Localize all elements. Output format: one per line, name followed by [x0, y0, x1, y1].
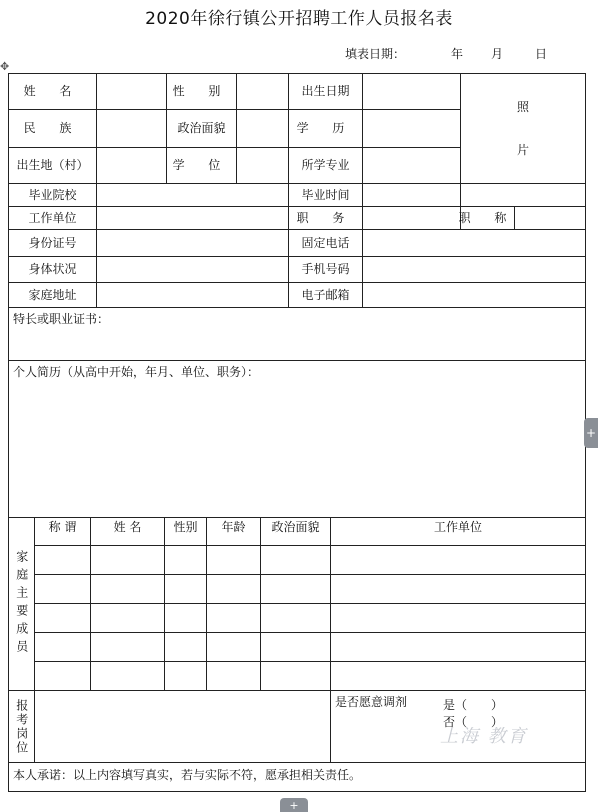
label-mobile: 手机号码 [289, 257, 363, 283]
label-political-status: 政治面貌 [167, 110, 237, 148]
label-degree: 学 位 [167, 148, 237, 184]
registration-form [8, 73, 586, 792]
input-title-rank[interactable] [515, 207, 586, 230]
pledge-text: 本人承诺：以上内容填写真实，若与实际不符，愿承担相关责任。 [9, 763, 586, 792]
family-cell-age[interactable] [207, 662, 261, 691]
input-birth-date[interactable] [363, 74, 461, 110]
input-birthplace[interactable] [97, 148, 167, 184]
family-cell-gender[interactable] [165, 633, 207, 662]
label-education: 学 历 [289, 110, 363, 148]
family-cell-employer[interactable] [331, 662, 586, 691]
family-cell-age[interactable] [207, 604, 261, 633]
input-position[interactable] [363, 207, 461, 230]
input-id-no[interactable] [97, 230, 289, 257]
label-title-rank: 职 称 [461, 207, 515, 230]
label-name: 姓 名 [9, 74, 97, 110]
fill-date-label: 填表日期： [345, 47, 406, 61]
label-birth-date: 出生日期 [289, 74, 363, 110]
family-cell-relation[interactable] [35, 662, 91, 691]
expand-bottom-icon[interactable]: + [280, 798, 308, 812]
family-cell-relation[interactable] [35, 604, 91, 633]
label-grad-time: 毕业时间 [289, 184, 363, 207]
input-email[interactable] [363, 283, 586, 308]
input-political-status[interactable] [237, 110, 289, 148]
photo-label-2: 片 [516, 142, 529, 157]
family-cell-age[interactable] [207, 633, 261, 662]
move-anchor-icon[interactable]: ✥ [0, 60, 10, 73]
label-ethnicity: 民 族 [9, 110, 97, 148]
input-landline[interactable] [363, 230, 586, 257]
adjust-question: 是否愿意调剂 [335, 695, 408, 709]
family-cell-gender[interactable] [165, 662, 207, 691]
family-cell-political[interactable] [261, 604, 331, 633]
watermark-logo: 上海 教育 [440, 726, 528, 747]
fill-date-year: 年 [451, 47, 464, 61]
family-cell-relation[interactable] [35, 546, 91, 575]
fill-date-month: 月 [491, 47, 504, 61]
family-cell-name[interactable] [91, 546, 165, 575]
family-cell-age[interactable] [207, 575, 261, 604]
label-id-no: 身份证号 [9, 230, 97, 257]
family-cell-name[interactable] [91, 575, 165, 604]
family-cell-political[interactable] [261, 633, 331, 662]
family-cell-political[interactable] [261, 546, 331, 575]
family-cell-employer[interactable] [331, 575, 586, 604]
family-header-gender: 性别 [165, 518, 207, 546]
family-cell-employer[interactable] [331, 633, 586, 662]
photo-label-1: 照 [516, 100, 529, 115]
input-grad-time[interactable] [363, 184, 461, 207]
family-cell-age[interactable] [207, 546, 261, 575]
family-cell-gender[interactable] [165, 575, 207, 604]
resume-section[interactable]: 个人简历（从高中开始，年月、单位、职务）： [9, 361, 586, 518]
input-mobile[interactable] [363, 257, 586, 283]
input-grad-time-extra[interactable] [461, 184, 586, 207]
family-cell-name[interactable] [91, 662, 165, 691]
label-gender: 性 别 [167, 74, 237, 110]
adjust-no-option[interactable]: 否（ ） [443, 715, 504, 729]
family-cell-relation[interactable] [35, 575, 91, 604]
input-name[interactable] [97, 74, 167, 110]
family-header-employer: 工作单位 [331, 518, 586, 546]
label-health: 身体状况 [9, 257, 97, 283]
input-address[interactable] [97, 283, 289, 308]
fill-date-day: 日 [535, 47, 548, 61]
input-health[interactable] [97, 257, 289, 283]
input-major[interactable] [363, 148, 461, 184]
family-cell-relation[interactable] [35, 633, 91, 662]
family-header-political: 政治面貌 [261, 518, 331, 546]
family-header-relation: 称 谓 [35, 518, 91, 546]
input-school[interactable] [97, 184, 289, 207]
input-ethnicity[interactable] [97, 110, 167, 148]
page-title: 2020年徐行镇公开招聘工作人员报名表 [145, 9, 453, 29]
family-cell-employer[interactable] [331, 604, 586, 633]
family-cell-gender[interactable] [165, 546, 207, 575]
family-cell-employer[interactable] [331, 546, 586, 575]
label-employer: 工作单位 [9, 207, 97, 230]
label-position: 职 务 [289, 207, 363, 230]
input-apply-post[interactable] [35, 691, 331, 763]
input-education[interactable] [363, 110, 461, 148]
skills-section[interactable]: 特长或职业证书： [9, 308, 586, 361]
family-cell-name[interactable] [91, 604, 165, 633]
family-cell-political[interactable] [261, 575, 331, 604]
label-school: 毕业院校 [9, 184, 97, 207]
family-cell-gender[interactable] [165, 604, 207, 633]
family-cell-name[interactable] [91, 633, 165, 662]
family-cell-political[interactable] [261, 662, 331, 691]
family-label: 家庭主要成员 [9, 518, 35, 691]
input-gender[interactable] [237, 74, 289, 110]
expand-right-icon[interactable]: + [584, 418, 598, 448]
family-header-name: 姓 名 [91, 518, 165, 546]
adjust-yes-option[interactable]: 是（ ） [443, 698, 504, 712]
label-landline: 固定电话 [289, 230, 363, 257]
family-header-age: 年龄 [207, 518, 261, 546]
photo-box[interactable] [461, 74, 586, 184]
label-address: 家庭地址 [9, 283, 97, 308]
input-degree[interactable] [237, 148, 289, 184]
label-email: 电子邮箱 [289, 283, 363, 308]
input-employer[interactable] [97, 207, 289, 230]
label-major: 所学专业 [289, 148, 363, 184]
apply-label: 报考岗位 [9, 691, 35, 763]
label-birthplace: 出生地（村） [9, 148, 97, 184]
